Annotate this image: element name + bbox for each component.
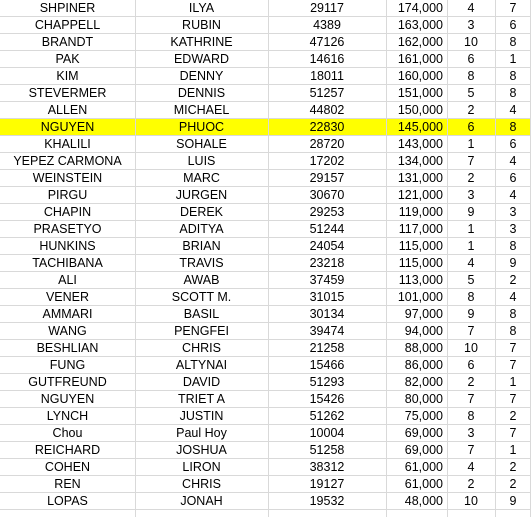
table-row[interactable] — [0, 272, 531, 289]
cell-id[interactable]: 51258 — [309, 443, 345, 457]
cell-first-name[interactable]: TRAVIS — [179, 256, 224, 270]
cell-value-b[interactable]: 7 — [509, 358, 517, 372]
cell-last-name[interactable]: KHALILI — [44, 137, 91, 151]
cell-first-name[interactable]: CHRIS — [182, 477, 221, 491]
cell-first-name[interactable]: SCOTT M. — [171, 290, 232, 304]
cell-amount[interactable]: 86,000 — [404, 358, 443, 372]
cell-first-name[interactable]: MICHAEL — [173, 103, 230, 117]
table-row[interactable] — [0, 238, 531, 255]
cell-first-name[interactable]: DENNIS — [177, 86, 226, 100]
table-row[interactable] — [0, 374, 531, 391]
cell-id[interactable]: 47126 — [309, 35, 345, 49]
cell-value-a[interactable]: 8 — [467, 290, 475, 304]
cell-value-b[interactable]: 2 — [509, 273, 517, 287]
cell-first-name[interactable]: Paul Hoy — [176, 426, 227, 440]
cell-value-a[interactable]: 9 — [467, 205, 475, 219]
cell-first-name[interactable]: ALTYNAI — [175, 358, 228, 372]
cell-first-name[interactable]: RUBIN — [182, 18, 221, 32]
cell-value-a[interactable]: 6 — [467, 120, 475, 134]
cell-last-name[interactable]: Chou — [52, 426, 83, 440]
cell-amount[interactable]: 61,000 — [404, 460, 443, 474]
cell-value-a[interactable]: 1 — [467, 222, 475, 236]
cell-first-name[interactable]: SOHALE — [176, 137, 227, 151]
cell-id[interactable]: 51262 — [309, 409, 345, 423]
cell-last-name[interactable]: BRANDT — [41, 35, 94, 49]
cell-first-name[interactable]: DENNY — [179, 69, 224, 83]
cell-value-a[interactable]: 4 — [467, 1, 475, 15]
column-gridline — [268, 0, 269, 517]
cell-last-name[interactable]: GUTFREUND — [28, 375, 107, 389]
cell-value-b[interactable]: 3 — [509, 205, 517, 219]
cell-id[interactable]: 21258 — [309, 341, 345, 355]
cell-value-a[interactable]: 4 — [467, 256, 475, 270]
table-row[interactable] — [0, 153, 531, 170]
cell-value-b[interactable]: 6 — [509, 171, 517, 185]
cell-last-name[interactable]: LOPAS — [47, 494, 88, 508]
cell-amount[interactable]: 115,000 — [398, 239, 443, 253]
cell-amount[interactable]: 134,000 — [397, 154, 443, 168]
cell-id[interactable]: 19127 — [309, 477, 345, 491]
cell-last-name[interactable]: BESHLIAN — [36, 341, 99, 355]
cell-last-name[interactable]: ALLEN — [47, 103, 88, 117]
cell-amount[interactable]: 174,000 — [397, 1, 443, 15]
cell-first-name[interactable]: JOSHUA — [176, 443, 227, 457]
cell-value-a[interactable]: 7 — [467, 154, 475, 168]
cell-value-b[interactable]: 1 — [509, 443, 517, 457]
cell-value-b[interactable]: 4 — [509, 154, 517, 168]
cell-amount[interactable]: 69,000 — [404, 443, 443, 457]
cell-value-b[interactable]: 8 — [509, 69, 517, 83]
cell-value-a[interactable]: 8 — [467, 409, 475, 423]
cell-id[interactable]: 29157 — [309, 171, 345, 185]
cell-amount[interactable]: 75,000 — [404, 409, 443, 423]
cell-amount[interactable]: 150,000 — [397, 103, 443, 117]
cell-value-a[interactable]: 6 — [467, 52, 475, 66]
cell-first-name[interactable]: DEREK — [179, 205, 224, 219]
cell-value-b[interactable]: 7 — [509, 1, 517, 15]
cell-value-b[interactable]: 4 — [509, 188, 517, 202]
cell-value-a[interactable]: 1 — [467, 239, 475, 253]
cell-last-name[interactable]: YEPEZ CARMONA — [13, 154, 122, 168]
cell-amount[interactable]: 48,000 — [404, 494, 443, 508]
table-row[interactable] — [0, 306, 531, 323]
cell-first-name[interactable]: PHUOC — [178, 120, 225, 134]
cell-last-name[interactable]: CHAPIN — [43, 205, 92, 219]
cell-last-name[interactable]: CHAPPELL — [34, 18, 101, 32]
cell-value-a[interactable]: 3 — [467, 18, 475, 32]
cell-id[interactable]: 39474 — [309, 324, 345, 338]
cell-value-a[interactable]: 3 — [467, 188, 475, 202]
cell-amount[interactable]: 163,000 — [397, 18, 443, 32]
cell-value-a[interactable]: 5 — [467, 86, 475, 100]
cell-value-a[interactable]: 2 — [467, 171, 475, 185]
cell-id[interactable]: 22830 — [309, 120, 345, 134]
cell-last-name[interactable]: REICHARD — [34, 443, 101, 457]
cell-value-b[interactable]: 3 — [509, 222, 517, 236]
cell-id[interactable]: 29117 — [310, 1, 344, 15]
cell-id[interactable]: 44802 — [309, 103, 345, 117]
cell-amount[interactable]: 97,000 — [404, 307, 443, 321]
cell-amount[interactable]: 145,000 — [397, 120, 443, 134]
cell-amount[interactable]: 94,000 — [404, 324, 443, 338]
cell-value-b[interactable]: 8 — [509, 35, 517, 49]
cell-value-a[interactable]: 7 — [467, 324, 475, 338]
cell-first-name[interactable]: LUIS — [187, 154, 216, 168]
cell-id[interactable]: 14616 — [309, 52, 345, 66]
cell-value-b[interactable]: 8 — [509, 86, 517, 100]
cell-value-b[interactable]: 7 — [509, 392, 517, 406]
cell-value-a[interactable]: 8 — [467, 69, 475, 83]
cell-value-b[interactable]: 4 — [509, 290, 517, 304]
column-gridline — [447, 0, 448, 517]
cell-value-b[interactable]: 8 — [509, 324, 517, 338]
table-row[interactable] — [0, 289, 531, 306]
cell-first-name[interactable]: MARC — [183, 171, 220, 185]
cell-id[interactable]: 30670 — [309, 188, 345, 202]
table-row[interactable] — [0, 408, 531, 425]
cell-id[interactable]: 38312 — [309, 460, 345, 474]
cell-last-name[interactable]: PRASETYO — [33, 222, 102, 236]
cell-first-name[interactable]: JONAH — [180, 494, 223, 508]
cell-amount[interactable]: 101,000 — [397, 290, 443, 304]
cell-id[interactable]: 51244 — [309, 222, 345, 236]
table-row[interactable] — [0, 170, 531, 187]
cell-id[interactable]: 28720 — [309, 137, 345, 151]
cell-id[interactable]: 51293 — [309, 375, 345, 389]
table-row[interactable] — [0, 459, 531, 476]
cell-id[interactable]: 31015 — [309, 290, 345, 304]
cell-first-name[interactable]: JUSTIN — [179, 409, 224, 423]
cell-value-b[interactable]: 2 — [509, 409, 517, 423]
cell-amount[interactable]: 143,000 — [397, 137, 443, 151]
cell-id[interactable]: 10004 — [309, 426, 345, 440]
cell-value-b[interactable]: 2 — [509, 460, 517, 474]
cell-value-a[interactable]: 4 — [467, 460, 475, 474]
table-row[interactable] — [0, 442, 531, 459]
cell-last-name[interactable]: HUNKINS — [39, 239, 96, 253]
table-row[interactable] — [0, 323, 531, 340]
cell-value-b[interactable]: 1 — [509, 52, 517, 66]
cell-last-name[interactable]: NGUYEN — [40, 392, 95, 406]
cell-value-a[interactable]: 3 — [467, 426, 475, 440]
column-gridline — [495, 0, 496, 517]
cell-first-name[interactable]: AWAB — [183, 273, 220, 287]
cell-last-name[interactable]: REN — [54, 477, 81, 491]
cell-id[interactable]: 37459 — [309, 273, 345, 287]
cell-value-b[interactable]: 8 — [509, 120, 517, 134]
table-row[interactable] — [0, 187, 531, 204]
cell-amount[interactable]: 160,000 — [397, 69, 443, 83]
cell-first-name[interactable]: ILYA — [188, 1, 215, 15]
table-row[interactable] — [0, 85, 531, 102]
cell-last-name[interactable]: COHEN — [44, 460, 91, 474]
table-row[interactable] — [0, 0, 531, 17]
cell-value-a[interactable]: 9 — [467, 307, 475, 321]
cell-last-name[interactable]: PIRGU — [47, 188, 88, 202]
cell-value-a[interactable]: 6 — [467, 358, 475, 372]
cell-value-a[interactable]: 2 — [467, 477, 475, 491]
table-row[interactable] — [0, 255, 531, 272]
cell-first-name[interactable]: KATHRINE — [170, 35, 233, 49]
cell-last-name[interactable]: WANG — [48, 324, 87, 338]
cell-id[interactable]: 29253 — [309, 205, 345, 219]
cell-value-b[interactable]: 4 — [509, 103, 517, 117]
cell-value-a[interactable]: 2 — [467, 375, 475, 389]
cell-value-a[interactable]: 5 — [467, 273, 475, 287]
cell-first-name[interactable]: CHRIS — [182, 341, 221, 355]
cell-value-a[interactable]: 7 — [467, 443, 475, 457]
cell-id[interactable]: 15466 — [309, 358, 345, 372]
cell-last-name[interactable]: FUNG — [49, 358, 86, 372]
table-row-highlighted[interactable] — [0, 119, 531, 136]
table-row[interactable] — [0, 493, 531, 510]
cell-last-name[interactable]: ALI — [58, 273, 77, 287]
cell-first-name[interactable]: LIRON — [182, 460, 221, 474]
cell-amount[interactable]: 162,000 — [397, 35, 443, 49]
cell-first-name[interactable]: JURGEN — [175, 188, 228, 202]
cell-first-name[interactable]: ADITYA — [179, 222, 224, 236]
cell-last-name[interactable]: KIM — [56, 69, 79, 83]
cell-value-a[interactable]: 10 — [464, 35, 478, 49]
cell-value-b[interactable]: 8 — [509, 239, 517, 253]
cell-first-name[interactable]: BASIL — [183, 307, 220, 321]
cell-value-a[interactable]: 1 — [467, 137, 475, 151]
cell-first-name[interactable]: TRIET A — [177, 392, 225, 406]
cell-value-b[interactable]: 6 — [509, 18, 517, 32]
cell-value-b[interactable]: 9 — [509, 256, 517, 270]
cell-amount[interactable]: 117,000 — [398, 222, 443, 236]
cell-id[interactable]: 24054 — [309, 239, 345, 253]
cell-value-b[interactable]: 1 — [509, 375, 517, 389]
column-gridline — [386, 0, 387, 517]
cell-amount[interactable]: 151,000 — [397, 86, 443, 100]
cell-first-name[interactable]: DAVID — [182, 375, 221, 389]
column-gridline — [135, 0, 136, 517]
cell-amount[interactable]: 113,000 — [398, 273, 443, 287]
cell-last-name[interactable]: WEINSTEIN — [32, 171, 103, 185]
cell-value-b[interactable]: 6 — [509, 137, 517, 151]
cell-first-name[interactable]: BRIAN — [182, 239, 221, 253]
cell-last-name[interactable]: SHPINER — [39, 1, 96, 15]
cell-last-name[interactable]: PAK — [55, 52, 80, 66]
table-row[interactable] — [0, 221, 531, 238]
cell-last-name[interactable]: TACHIBANA — [32, 256, 103, 270]
cell-last-name[interactable]: STEVERMER — [28, 86, 107, 100]
table-row[interactable] — [0, 136, 531, 153]
cell-value-b[interactable]: 7 — [509, 426, 517, 440]
cell-amount[interactable]: 161,000 — [397, 52, 443, 66]
table-row[interactable] — [0, 476, 531, 493]
cell-value-b[interactable]: 8 — [509, 307, 517, 321]
cell-amount[interactable]: 115,000 — [398, 256, 443, 270]
cell-value-a[interactable]: 10 — [464, 494, 478, 508]
table-row[interactable] — [0, 391, 531, 408]
cell-amount[interactable]: 121,000 — [397, 188, 443, 202]
table-row[interactable] — [0, 425, 531, 442]
cell-first-name[interactable]: EDWARD — [173, 52, 230, 66]
cell-amount[interactable]: 61,000 — [404, 477, 443, 491]
cell-amount[interactable]: 119,000 — [398, 205, 443, 219]
cell-value-a[interactable]: 10 — [464, 341, 478, 355]
table-row[interactable] — [0, 357, 531, 374]
cell-value-b[interactable]: 9 — [509, 494, 517, 508]
table-row[interactable] — [0, 34, 531, 51]
cell-value-a[interactable]: 2 — [467, 103, 475, 117]
cell-last-name[interactable]: NGUYEN — [40, 120, 95, 134]
table-row[interactable] — [0, 68, 531, 85]
cell-last-name[interactable]: VENER — [45, 290, 90, 304]
table-row[interactable] — [0, 204, 531, 221]
cell-amount[interactable]: 88,000 — [404, 341, 443, 355]
cell-id[interactable]: 51257 — [309, 86, 345, 100]
table-row[interactable] — [0, 17, 531, 34]
cell-amount[interactable]: 131,000 — [397, 171, 443, 185]
cell-id[interactable]: 15426 — [309, 392, 345, 406]
cell-id[interactable]: 18011 — [310, 69, 344, 83]
cell-last-name[interactable]: AMMARI — [42, 307, 93, 321]
cell-last-name[interactable]: LYNCH — [46, 409, 89, 423]
cell-value-a[interactable]: 7 — [467, 392, 475, 406]
cell-amount[interactable]: 80,000 — [404, 392, 443, 406]
cell-amount[interactable]: 69,000 — [404, 426, 443, 440]
table-row[interactable] — [0, 340, 531, 357]
cell-value-b[interactable]: 2 — [509, 477, 517, 491]
table-row[interactable] — [0, 102, 531, 119]
cell-id[interactable]: 19532 — [309, 494, 345, 508]
cell-id[interactable]: 23218 — [309, 256, 345, 270]
cell-value-b[interactable]: 7 — [509, 341, 517, 355]
cell-first-name[interactable]: PENGFEI — [174, 324, 229, 338]
cell-id[interactable]: 30134 — [309, 307, 345, 321]
cell-amount[interactable]: 82,000 — [404, 375, 443, 389]
table-row[interactable] — [0, 51, 531, 68]
cell-id[interactable]: 4389 — [313, 18, 341, 32]
cell-id[interactable]: 17202 — [309, 154, 345, 168]
